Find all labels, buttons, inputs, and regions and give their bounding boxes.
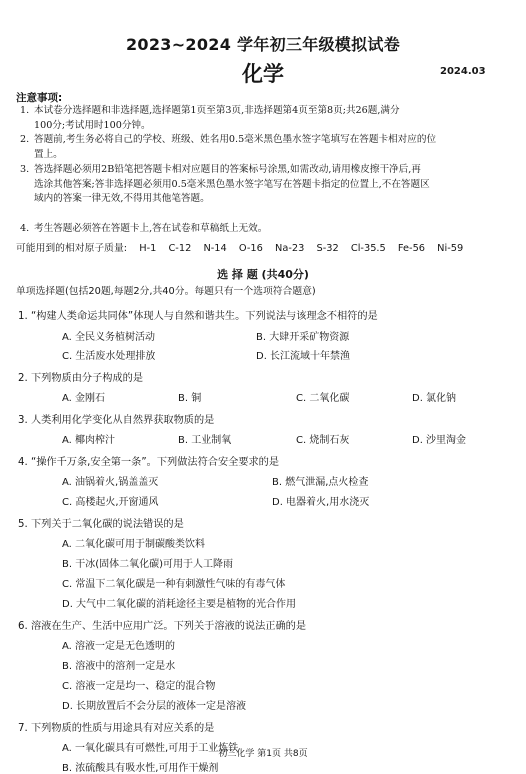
note-item <box>20 104 514 133</box>
note-line: 域内的答案一律无效,不得用其他笔答题。 <box>34 193 210 204</box>
note-number: 2. <box>20 134 30 145</box>
question-option: D. 长期放置后不会分层的液体一定是溶液 <box>62 701 247 712</box>
note-line: 置上。 <box>34 148 63 160</box>
question-option: D. 长江流域十年禁渔 <box>256 351 351 362</box>
atomic-mass: Cl-35.5 <box>350 243 386 254</box>
question-option: D. 大气中二氧化碳的消耗途径主要是植物的光合作用 <box>62 599 297 610</box>
note-line: 答题前,考生务必将自己的学校、班级、姓名用0.5毫米黑色墨水签字笔填写在答题卡相对应的位 <box>34 134 437 145</box>
atomic-mass: Fe-56 <box>397 243 426 254</box>
note-line: 答选择题必须用2B铅笔把答题卡相对应题目的答案标号涂黑,如需改动,请用橡皮擦干净后,再 <box>34 164 421 175</box>
atomic-mass: N-14 <box>203 243 227 254</box>
question-option: A. 油锅着火,锅盖盖灭 <box>62 477 159 488</box>
atomic-mass: C-12 <box>168 243 192 254</box>
question-option: B. 干冰(固体二氧化碳)可用于人工降雨 <box>62 559 234 570</box>
question-option: C. 烧制石灰 <box>296 435 350 446</box>
subject-title: 化学 <box>242 62 284 86</box>
question-option: B. 铜 <box>178 393 202 404</box>
exam-title: 2023~2024 学年初三年级模拟试卷 <box>125 35 401 54</box>
note-number: 1. <box>20 105 30 116</box>
question-option: C. 高楼起火,开窗通风 <box>62 497 159 508</box>
question-stem: 4. “操作千万条,安全第一条”。下列做法符合安全要求的是 <box>18 457 280 468</box>
question-option: B. 燃气泄漏,点火检查 <box>272 477 369 488</box>
question-option: A. 一氧化碳具有可燃性,可用于工业炼铁 <box>62 743 239 754</box>
section-title: 选 择 题 (共40分) <box>217 268 309 281</box>
atomic-mass: Ni-59 <box>437 243 464 254</box>
question-option: D. 氯化钠 <box>412 393 457 404</box>
atomic-mass: Na-23 <box>275 243 305 254</box>
question-stem: 1. “构建人类命运共同体”体现人与自然和谐共生。下列说法与该理念不相符的是 <box>18 311 378 322</box>
question-option: B. 浓硫酸具有吸水性,可用作干燥剂 <box>62 763 219 774</box>
question-stem: 7. 下列物质的性质与用途具有对应关系的是 <box>18 723 215 734</box>
question-option: A. 二氧化碳可用于制碳酸类饮料 <box>62 539 206 550</box>
question-option: D. 沙里淘金 <box>412 435 467 446</box>
atomic-masses-label: 可能用到的相对原子质量: <box>16 243 128 254</box>
question-option: A. 椰肉榨汁 <box>62 435 116 446</box>
question-option: C. 二氧化碳 <box>296 393 350 404</box>
question-stem: 5. 下列关于二氧化碳的说法错误的是 <box>18 519 184 530</box>
atomic-mass: H-1 <box>139 243 157 254</box>
question-stem: 2. 下列物质由分子构成的是 <box>18 373 144 384</box>
note-number: 3. <box>20 164 30 175</box>
note-line: 选涂其他答案;答非选择题必须用0.5毫米黑色墨水签字笔写在答题卡指定的位置上,不在答题区 <box>34 178 430 190</box>
question-option: C. 常温下二氧化碳是一种有刺激性气味的有毒气体 <box>62 579 286 590</box>
note-item <box>20 133 514 162</box>
note-item <box>20 163 514 207</box>
question-option: B. 溶液中的溶剂一定是水 <box>62 661 176 672</box>
note-item <box>20 222 514 237</box>
question-option: C. 生活废水处理排放 <box>62 351 156 362</box>
section-description: 单项选择题(包括20题,每题2分,共40分。每题只有一个选项符合题意) <box>16 286 316 297</box>
question-stem: 3. 人类利用化学变化从自然界获取物质的是 <box>18 415 215 426</box>
atomic-mass: O-16 <box>238 243 263 254</box>
question-option: C. 溶液一定是均一、稳定的混合物 <box>62 681 216 692</box>
question-option: B. 大肆开采矿物资源 <box>256 332 350 343</box>
question-option: A. 金刚石 <box>62 393 106 404</box>
question-option: D. 电器着火,用水浇灭 <box>272 497 370 508</box>
atomic-mass: S-32 <box>316 243 339 254</box>
atomic-masses <box>16 240 520 254</box>
question-option: A. 溶液一定是无色透明的 <box>62 641 176 652</box>
note-line: 100分;考试用时100分钟。 <box>34 119 151 131</box>
question-option: A. 全民义务植树活动 <box>62 332 156 343</box>
exam-date: 2024.03 <box>440 66 486 77</box>
note-line: 本试卷分选择题和非选择题,选择题第1页至第3页,非选择题第4页至第8页;共26题,满分 <box>34 105 400 116</box>
page-footer: 初三化学 第1页 共8页 <box>218 749 308 759</box>
question-option: B. 工业制氧 <box>178 435 232 446</box>
note-number: 4. <box>20 223 30 234</box>
question-stem: 6. 溶液在生产、生活中应用广泛。下列关于溶液的说法正确的是 <box>18 621 307 632</box>
note-line: 考生答题必须答在答题卡上,答在试卷和草稿纸上无效。 <box>34 223 268 234</box>
notes-heading: 注意事项: <box>16 92 63 104</box>
